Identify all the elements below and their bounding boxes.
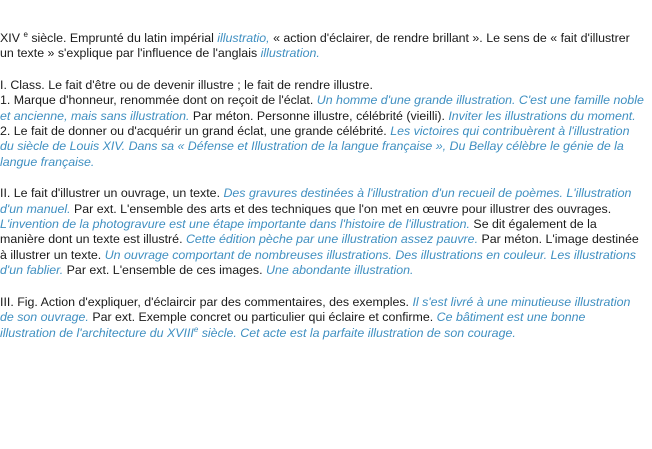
section-2-text-3: Se dit également de la manière dont un texte est illustré. xyxy=(0,217,597,247)
etymology-century-superscript: e xyxy=(23,29,28,39)
section-2-text-1: II. Le fait d'illustrer un ouvrage, un texte. xyxy=(0,186,224,201)
sense-1-example-1: Un homme d'une grande illustration. C'est une famille noble et ancienne, mais sans illustration. xyxy=(0,93,644,123)
section-2-example-1: Des gravures destinées à l'illustration d'un recueil de poèmes. L'illustration d'un manuel. xyxy=(0,186,632,216)
section-3-example-2a: Ce bâtiment est une bonne illustration de l'architecture du XVIII xyxy=(0,310,586,340)
etymology-english-word: illustration. xyxy=(260,46,320,61)
sense-2-example-1: Les victoires qui contribuèrent à l'illustration du siècle de Louis XIV. Dans sa « Défense et Illustration de la langue française », Du Bellay célèbre le génie de la langue française. xyxy=(0,124,630,169)
sense-2-definition: 2. Le fait de donner ou d'acquérir un grand éclat, une grande célébrité. xyxy=(0,124,391,139)
section-2-example-5: Une abondante illustration. xyxy=(266,263,414,278)
section-3-text-1: III. Fig. Action d'expliquer, d'éclaircir par des commentaires, des exemples. xyxy=(0,294,413,309)
sense-section-1 xyxy=(0,78,644,170)
section-2-example-2: L'invention de la photogravure est une étape importante dans l'histoire de l'illustration. xyxy=(0,217,470,232)
etymology-text-2: « action d'éclairer, de rendre brillant ». Le sens de « fait d'illustrer un texte » s'explique par l'influence de l'anglais xyxy=(0,31,630,61)
etymology-text-1: siècle. Emprunté du latin impérial xyxy=(27,31,218,45)
section-2-example-4: Un ouvrage comportant de nombreuses illustrations. Des illustrations en couleur. Les illustrations d'un fablier. xyxy=(0,247,636,278)
section-3-example-1: Il s'est livré à une minutieuse illustration de son ouvrage. xyxy=(0,294,631,325)
sense-section-3 xyxy=(0,295,644,341)
etymology-paragraph xyxy=(0,31,644,62)
section-1-heading: I. Class. Le fait d'être ou de devenir illustre ; le fait de rendre illustre. xyxy=(0,77,373,92)
section-2-text-4: Par méton. L'image destinée à illustrer un texte. xyxy=(0,232,639,262)
sense-1-definition: 1. Marque d'honneur, renommée dont on reçoit de l'éclat. xyxy=(0,93,317,108)
section-3-example-2b: siècle. Cet acte est la parfaite illustration de son courage. xyxy=(198,325,516,340)
etymology-latin-word: illustratio, xyxy=(217,31,270,45)
section-3-text-2: Par ext. Exemple concret ou particulier qui éclaire et confirme. xyxy=(88,310,437,325)
section-2-text-5: Par ext. L'ensemble de ces images. xyxy=(63,263,267,278)
section-2-example-3: Cette édition pèche par une illustration assez pauvre. xyxy=(185,232,479,247)
etymology-century: XIV xyxy=(0,31,20,45)
sense-1-example-2: Inviter les illustrations du moment. xyxy=(448,108,636,123)
sense-1-definition-2: Par méton. Personne illustre, célébrité (vieilli). xyxy=(189,108,449,123)
section-2-text-2: Par ext. L'ensemble des arts et des techniques que l'on met en œuvre pour illustrer des ouvrages. xyxy=(70,201,612,216)
section-3-example-superscript: e xyxy=(193,324,199,334)
sense-section-2 xyxy=(0,186,644,278)
